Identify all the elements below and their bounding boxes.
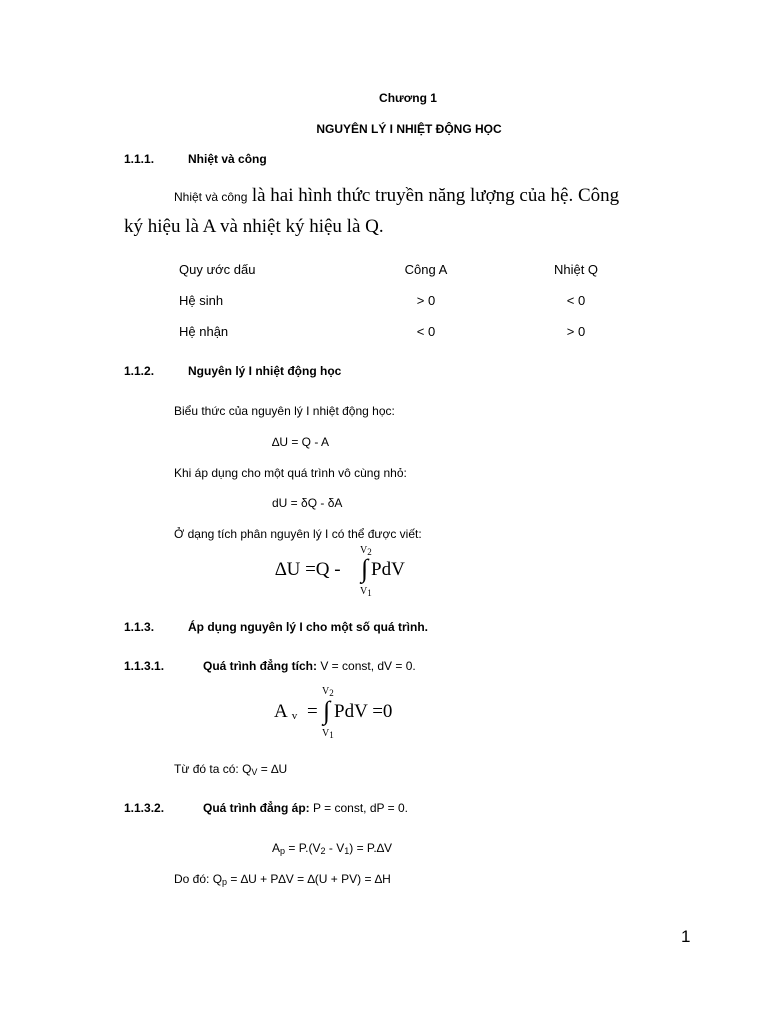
- equation-left: ∆U =Q -: [275, 559, 341, 580]
- table-cell: < 0: [416, 324, 436, 339]
- paragraph: Khi áp dụng cho một quá trình vô cùng nhỏ:: [174, 466, 407, 480]
- equation-integrand: PdV: [371, 559, 405, 580]
- equation-integrand: PdV =0: [334, 701, 393, 722]
- paragraph: Ở dạng tích phân nguyên lý I có thể được viết:: [174, 527, 422, 541]
- table-header-cell: Nhiệt Q: [553, 262, 599, 277]
- section-number: 1.1.3.: [124, 620, 155, 634]
- intro-line-1: [174, 185, 619, 207]
- page-number: 1: [681, 927, 691, 946]
- table-header-cell: Quy ước dấu: [179, 262, 256, 277]
- integral-sign: ∫: [361, 554, 369, 583]
- section-number: 1.1.1.: [124, 152, 155, 166]
- intro-lead: Nhiệt và công: [174, 190, 248, 204]
- subsection-number: 1.1.3.2.: [124, 801, 165, 815]
- table-cell: < 0: [566, 293, 586, 308]
- table-cell: Hệ sinh: [179, 293, 224, 308]
- section-number: 1.1.2.: [124, 364, 155, 378]
- integral-sign: ∫: [323, 696, 331, 725]
- table-cell: > 0: [416, 293, 436, 308]
- chapter-label: Chương 1: [379, 91, 437, 105]
- subsection-heading: Quá trình đẳng áp: P = const, dP = 0.: [203, 801, 408, 815]
- table-header-cell: Công A: [404, 262, 448, 277]
- table-cell: Hệ nhận: [179, 324, 229, 339]
- table-cell: > 0: [566, 324, 586, 339]
- integral-upper-limit: V2: [360, 545, 372, 557]
- paragraph: Do đó: $Q_p = \Delta U + P\Delta V = \Delta(U + PV) = \Delta H$: [174, 872, 391, 887]
- section-title: Nhiệt và công: [188, 152, 267, 166]
- equals-sign: =: [307, 701, 318, 722]
- paragraph: Từ đó ta có: $Q_V = \Delta U$: [174, 762, 288, 777]
- integral-upper-limit: V2: [322, 686, 334, 698]
- intro-line-2: ký hiệu là A và nhiệt ký hiệu là Q.: [124, 216, 384, 237]
- equation: ∆U = Q - A: [272, 435, 330, 449]
- section-title: Nguyên lý I nhiệt động học: [188, 364, 342, 378]
- subsection-number: 1.1.3.1.: [124, 659, 165, 673]
- integral-lower-limit: V1: [360, 586, 372, 598]
- equation-left: Av: [274, 701, 298, 722]
- paragraph: Biểu thức của nguyên lý I nhiệt động học:: [174, 404, 395, 418]
- intro-text: là hai hình thức truyền năng lượng của hệ. Công: [251, 185, 620, 206]
- integral-lower-limit: V1: [322, 728, 334, 740]
- equation: dU = δQ - δA: [272, 496, 343, 510]
- chapter-title: NGUYÊN LÝ I NHIỆT ĐỘNG HỌC: [316, 122, 502, 136]
- section-title: Áp dụng nguyên lý I cho một số quá trình.: [188, 620, 428, 634]
- equation: $A_p = P.(V_2 - V_1) = P.\Delta V$: [272, 841, 393, 856]
- subsection-heading: Quá trình đẳng tích: V = const, dV = 0.: [203, 659, 416, 673]
